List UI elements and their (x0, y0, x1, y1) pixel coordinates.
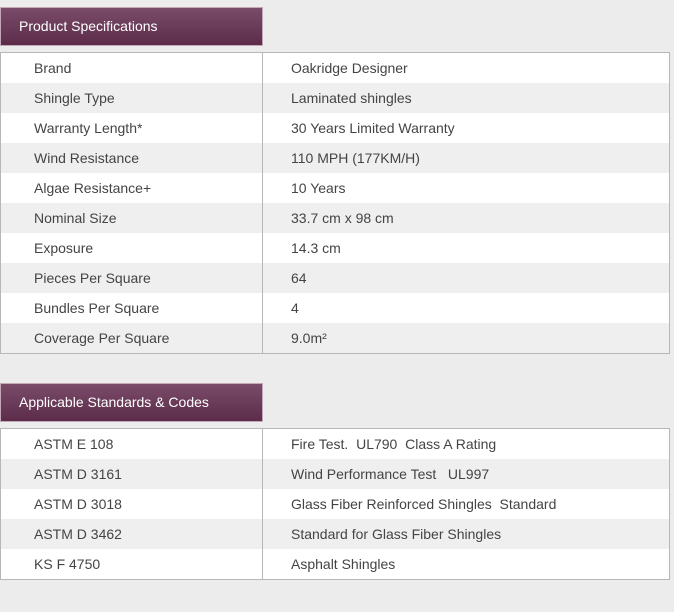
table-row (1, 173, 669, 203)
standards-table (0, 428, 670, 580)
spec-label: Coverage Per Square (1, 323, 263, 353)
standard-description: Standard for Glass Fiber Shingles (291, 526, 502, 542)
product-specifications-tab[interactable]: Product Specifications (0, 7, 263, 46)
table-row (1, 233, 669, 263)
spec-value: 9.0m² (291, 330, 327, 346)
spec-value: 110 MPH (177KM/H) (291, 150, 420, 166)
spec-value: 64 (291, 270, 307, 286)
standard-description: Fire Test. UL790 Class A Rating (291, 436, 497, 452)
applicable-standards-section (0, 383, 670, 580)
spec-label: Warranty Length* (1, 113, 263, 143)
spec-label: Algae Resistance+ (1, 173, 263, 203)
spec-label: Exposure (1, 233, 263, 263)
spec-value: 10 Years (291, 180, 346, 196)
spec-label: Brand (1, 53, 263, 83)
standard-code: ASTM D 3462 (1, 519, 263, 549)
spec-label: Nominal Size (1, 203, 263, 233)
table-row (1, 429, 669, 459)
table-row (1, 489, 669, 519)
spec-label: Bundles Per Square (1, 293, 263, 323)
standard-description: Asphalt Shingles (291, 556, 396, 572)
spec-value: 30 Years Limited Warranty (291, 120, 455, 136)
table-row (1, 519, 669, 549)
spec-value: 33.7 cm x 98 cm (291, 210, 394, 226)
table-row (1, 143, 669, 173)
table-row (1, 83, 669, 113)
table-row (1, 113, 669, 143)
spec-value: Laminated shingles (291, 90, 412, 106)
product-specifications-section (0, 7, 670, 354)
spec-label: Wind Resistance (1, 143, 263, 173)
table-row (1, 263, 669, 293)
standard-code: ASTM E 108 (1, 429, 263, 459)
table-row (1, 323, 669, 353)
standard-code: ASTM D 3018 (1, 489, 263, 519)
table-row (1, 293, 669, 323)
standard-code: ASTM D 3161 (1, 459, 263, 489)
table-row (1, 459, 669, 489)
standard-description: Glass Fiber Reinforced Shingles Standard (291, 496, 557, 512)
table-row (1, 203, 669, 233)
spec-value: Oakridge Designer (291, 60, 408, 76)
spec-label: Pieces Per Square (1, 263, 263, 293)
table-row (1, 53, 669, 83)
spec-value: 4 (291, 300, 299, 316)
applicable-standards-tab[interactable]: Applicable Standards & Codes (0, 383, 263, 422)
spec-value: 14.3 cm (291, 240, 341, 256)
standard-description: Wind Performance Test UL997 (291, 466, 490, 482)
table-row (1, 549, 669, 579)
spec-label: Shingle Type (1, 83, 263, 113)
specifications-table (0, 52, 670, 354)
standard-code: KS F 4750 (1, 549, 263, 579)
